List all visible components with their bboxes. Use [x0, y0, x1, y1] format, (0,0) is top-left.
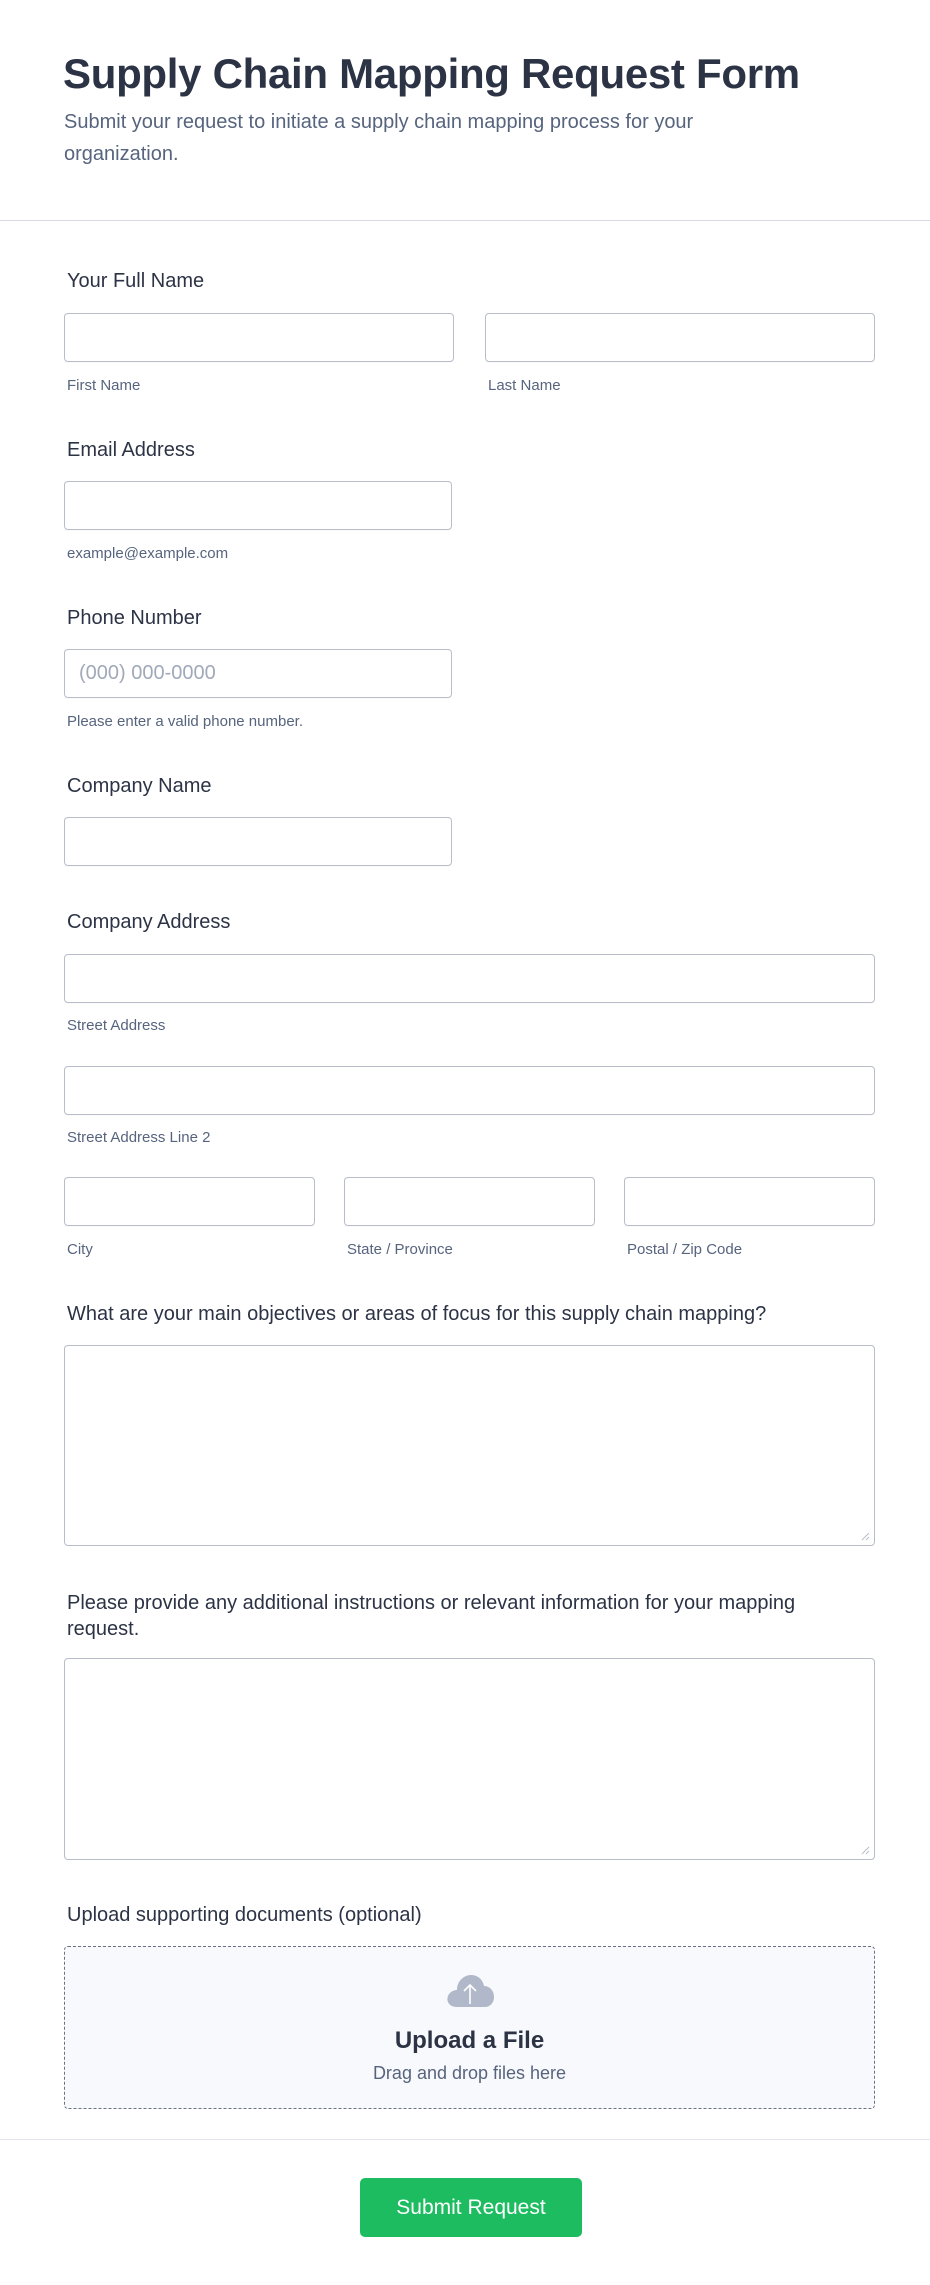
email-label: Email Address — [67, 439, 195, 461]
street-address-sublabel: Street Address — [67, 1017, 166, 1034]
resize-grip-icon[interactable] — [860, 1845, 870, 1855]
email-input[interactable] — [64, 481, 452, 530]
zip-input[interactable] — [624, 1177, 875, 1226]
first-name-sublabel: First Name — [67, 377, 141, 394]
form-header — [0, 0, 930, 221]
submit-button[interactable]: Submit Request — [360, 2178, 582, 2237]
company-name-input[interactable] — [64, 817, 452, 866]
email-sublabel: example@example.com — [67, 545, 229, 562]
first-name-input[interactable] — [64, 313, 454, 362]
cloud-upload-icon — [445, 1973, 495, 2009]
state-input[interactable] — [344, 1177, 595, 1226]
file-dropzone[interactable] — [64, 1946, 875, 2109]
phone-placeholder: (000) 000-0000 — [79, 662, 216, 684]
zip-sublabel: Postal / Zip Code — [627, 1241, 743, 1258]
instructions-textarea[interactable] — [64, 1658, 875, 1860]
objectives-label: What are your main objectives or areas of focus for this supply chain mapping? — [67, 1303, 767, 1325]
street-address-line2-input[interactable] — [64, 1066, 875, 1115]
state-sublabel: State / Province — [347, 1241, 453, 1258]
street-address-line2-sublabel: Street Address Line 2 — [67, 1129, 211, 1146]
upload-hint: Drag and drop files here — [372, 2063, 567, 2083]
objectives-textarea[interactable] — [64, 1345, 875, 1546]
company-name-label: Company Name — [67, 775, 212, 797]
city-sublabel: City — [67, 1241, 93, 1258]
upload-title: Upload a File — [394, 2027, 545, 2054]
form-footer — [0, 2139, 930, 2285]
phone-label: Phone Number — [67, 607, 202, 629]
upload-label: Upload supporting documents (optional) — [67, 1904, 422, 1926]
instructions-label: Please provide any additional instructions or relevant information for your mapping request. — [67, 1592, 796, 1640]
phone-input[interactable] — [64, 649, 452, 698]
phone-sublabel: Please enter a valid phone number. — [67, 713, 303, 730]
full-name-label: Your Full Name — [67, 270, 205, 292]
last-name-sublabel: Last Name — [488, 377, 561, 394]
page-subtitle: Submit your request to initiate a supply chain mapping process for your organization. — [64, 111, 694, 165]
street-address-input[interactable] — [64, 954, 875, 1003]
city-input[interactable] — [64, 1177, 315, 1226]
last-name-input[interactable] — [485, 313, 875, 362]
company-address-label: Company Address — [67, 911, 231, 933]
resize-grip-icon[interactable] — [860, 1531, 870, 1541]
page-title: Supply Chain Mapping Request Form — [63, 50, 800, 97]
